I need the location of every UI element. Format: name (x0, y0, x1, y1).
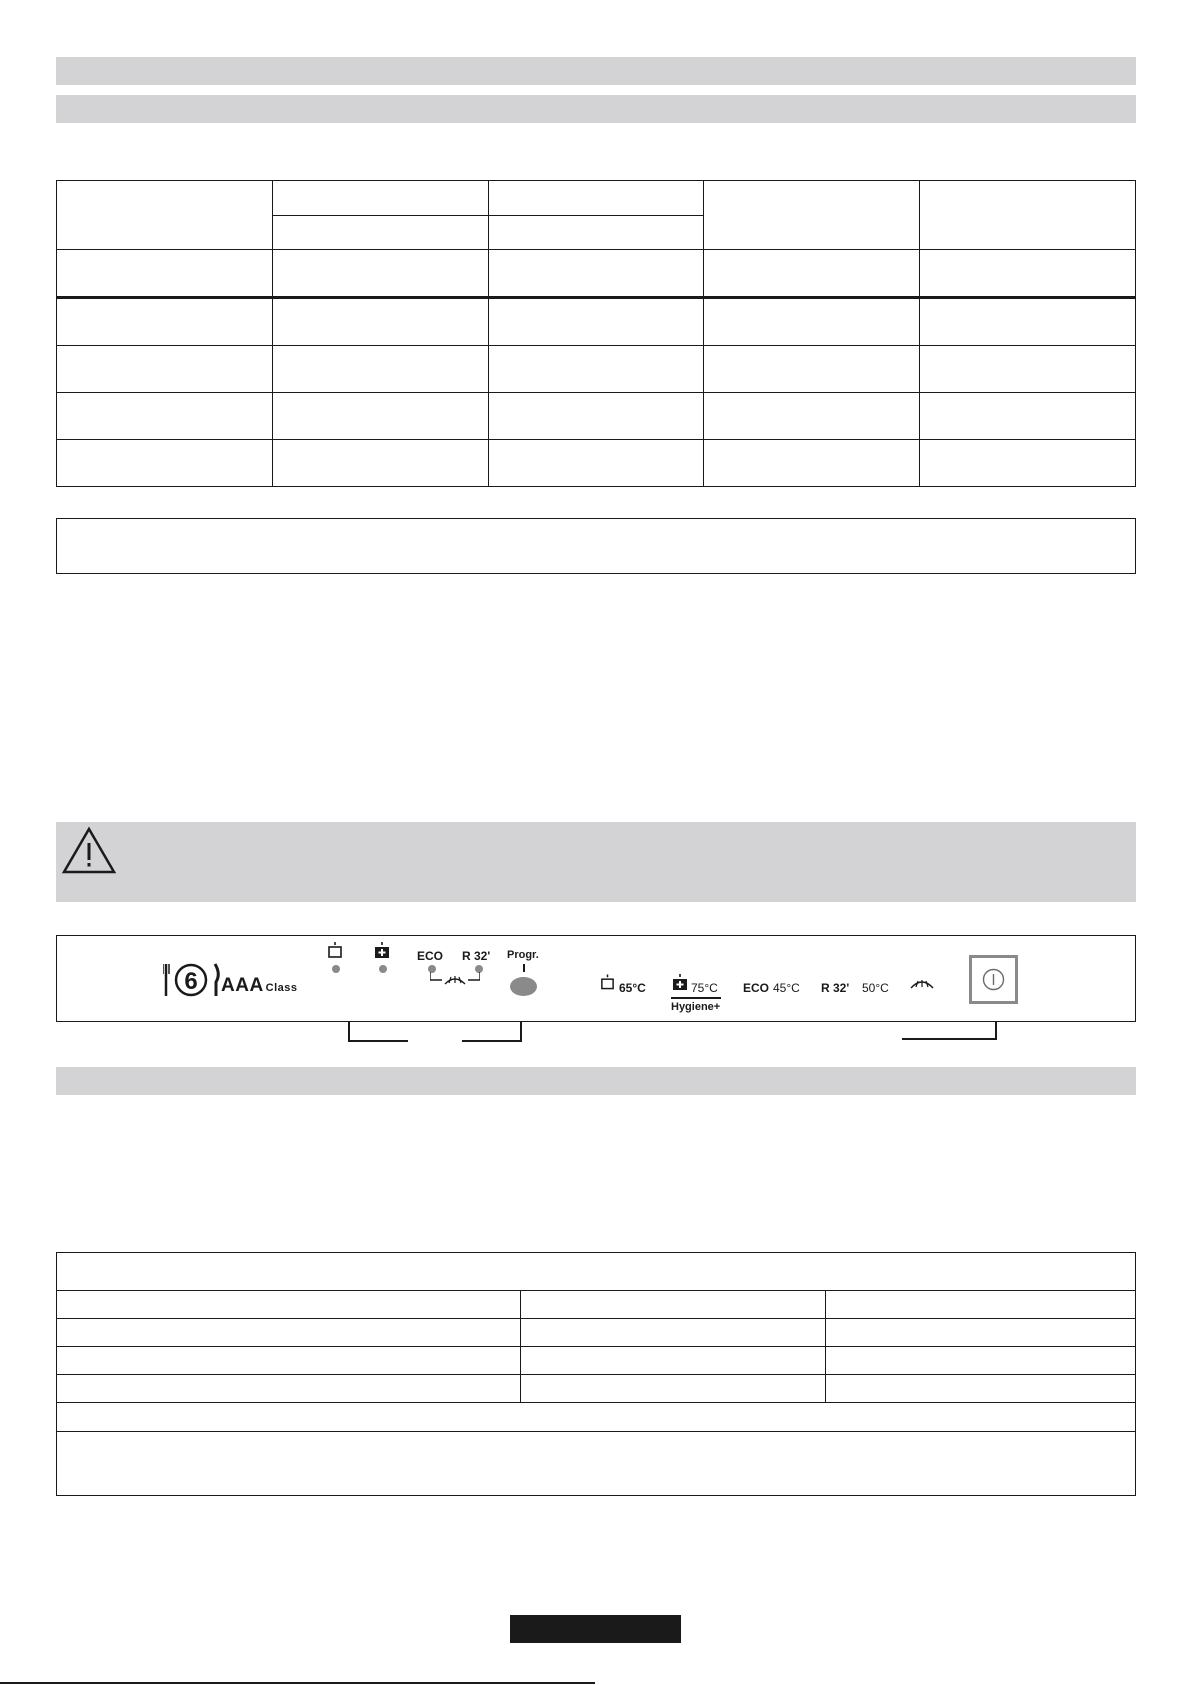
program-2-temp: 75°C (691, 981, 718, 995)
table-row (57, 1291, 1136, 1319)
program-2-caption: Hygiene+ (671, 1001, 721, 1013)
section-header-bar-1 (56, 57, 1136, 85)
warning-triangle-icon (61, 826, 117, 876)
pot-icon (600, 974, 615, 990)
energy-class-suffix: Class (265, 982, 298, 994)
warning-bar (56, 822, 1136, 902)
table-cell (57, 250, 273, 298)
pot-icon (327, 942, 343, 958)
table-cell (57, 440, 273, 487)
table-row (57, 298, 1136, 346)
program-led-1 (332, 965, 340, 973)
table-cell (488, 181, 704, 216)
table-row (57, 440, 1136, 487)
program-3-temp: 45°C (773, 981, 800, 995)
section-header-bar-3 (56, 1067, 1136, 1095)
table-cell (920, 181, 1136, 250)
table-row (57, 1432, 1136, 1496)
table-cell (272, 440, 488, 487)
program-3-name: ECO (743, 981, 770, 995)
program-table (56, 180, 1136, 487)
table-row (57, 1375, 1136, 1403)
table-cell (488, 298, 704, 346)
table-cell (520, 1319, 826, 1347)
hygiene-pot-icon (374, 942, 390, 958)
drying-icon (909, 976, 935, 992)
rapid-label: R 32' (462, 949, 491, 963)
table-cell (920, 250, 1136, 298)
table-cell (272, 393, 488, 440)
table-cell (704, 250, 920, 298)
program-led-2 (379, 965, 387, 973)
table-cell (920, 393, 1136, 440)
progr-button[interactable] (510, 977, 537, 996)
leader-line-right-vertical (520, 1021, 522, 1041)
table-cell (57, 298, 273, 346)
table-cell (57, 1347, 521, 1375)
table-cell (57, 1432, 1136, 1496)
table-cell (920, 298, 1136, 346)
table-cell (704, 393, 920, 440)
section-header-bar-2 (56, 95, 1136, 123)
capacity-number: 6 (184, 968, 198, 995)
leader-line-left-vertical (348, 1021, 350, 1041)
table-cell (488, 215, 704, 250)
table-cell (704, 298, 920, 346)
table-cell (488, 393, 704, 440)
hygiene-pot-icon (672, 974, 688, 990)
table-row (57, 393, 1136, 440)
table-cell (520, 1347, 826, 1375)
table-cell (57, 346, 273, 393)
table-row (57, 1347, 1136, 1375)
energy-rating (221, 975, 298, 997)
leader-line-power-vertical (995, 1021, 997, 1039)
table-cell (826, 1291, 1136, 1319)
place-settings-icon (163, 960, 223, 1000)
program-4-name: R 32' (821, 981, 850, 995)
table-cell (272, 181, 488, 216)
table-cell (57, 1319, 521, 1347)
table-row (57, 1403, 1136, 1432)
progr-tick (523, 964, 525, 972)
table-cell (488, 250, 704, 298)
table-row (57, 1319, 1136, 1347)
table-row (57, 250, 1136, 298)
table-cell (57, 1375, 521, 1403)
table-cell (826, 1319, 1136, 1347)
footer-rule (0, 1682, 595, 1684)
table-cell (704, 440, 920, 487)
table-cell (57, 1291, 521, 1319)
table-cell (57, 1253, 1136, 1291)
table-cell (704, 346, 920, 393)
energy-rating-value: AAA (221, 975, 264, 996)
table-cell (826, 1347, 1136, 1375)
table-cell (57, 1403, 1136, 1432)
program-2-underline (671, 997, 721, 999)
table-cell (272, 346, 488, 393)
power-icon (982, 968, 1005, 991)
table-row (57, 346, 1136, 393)
leader-line-left-horizontal-b (462, 1040, 522, 1042)
table-cell (520, 1375, 826, 1403)
program-4-temp: 50°C (862, 981, 889, 995)
table-title-row (57, 1253, 1136, 1291)
table-cell (272, 298, 488, 346)
page-number-block (510, 1615, 681, 1643)
table-cell (488, 346, 704, 393)
table-cell (520, 1291, 826, 1319)
table-cell (272, 215, 488, 250)
table-cell (826, 1375, 1136, 1403)
table-cell (920, 440, 1136, 487)
table-cell (57, 393, 273, 440)
table-cell (920, 346, 1136, 393)
leader-line-power-horizontal (902, 1038, 997, 1040)
table-header-row (57, 181, 1136, 216)
progr-label: Progr. (507, 949, 539, 961)
power-button[interactable] (969, 955, 1018, 1004)
program-1-temp: 65°C (619, 981, 646, 995)
eco-label: ECO (417, 949, 444, 963)
table-cell (704, 181, 920, 250)
note-box (56, 518, 1136, 574)
data-table (56, 1252, 1136, 1496)
table-cell (57, 181, 273, 250)
table-cell (488, 440, 704, 487)
drying-icon (430, 972, 480, 992)
control-panel (56, 935, 1136, 1022)
leader-line-left-horizontal-a (348, 1040, 408, 1042)
table-cell (272, 250, 488, 298)
